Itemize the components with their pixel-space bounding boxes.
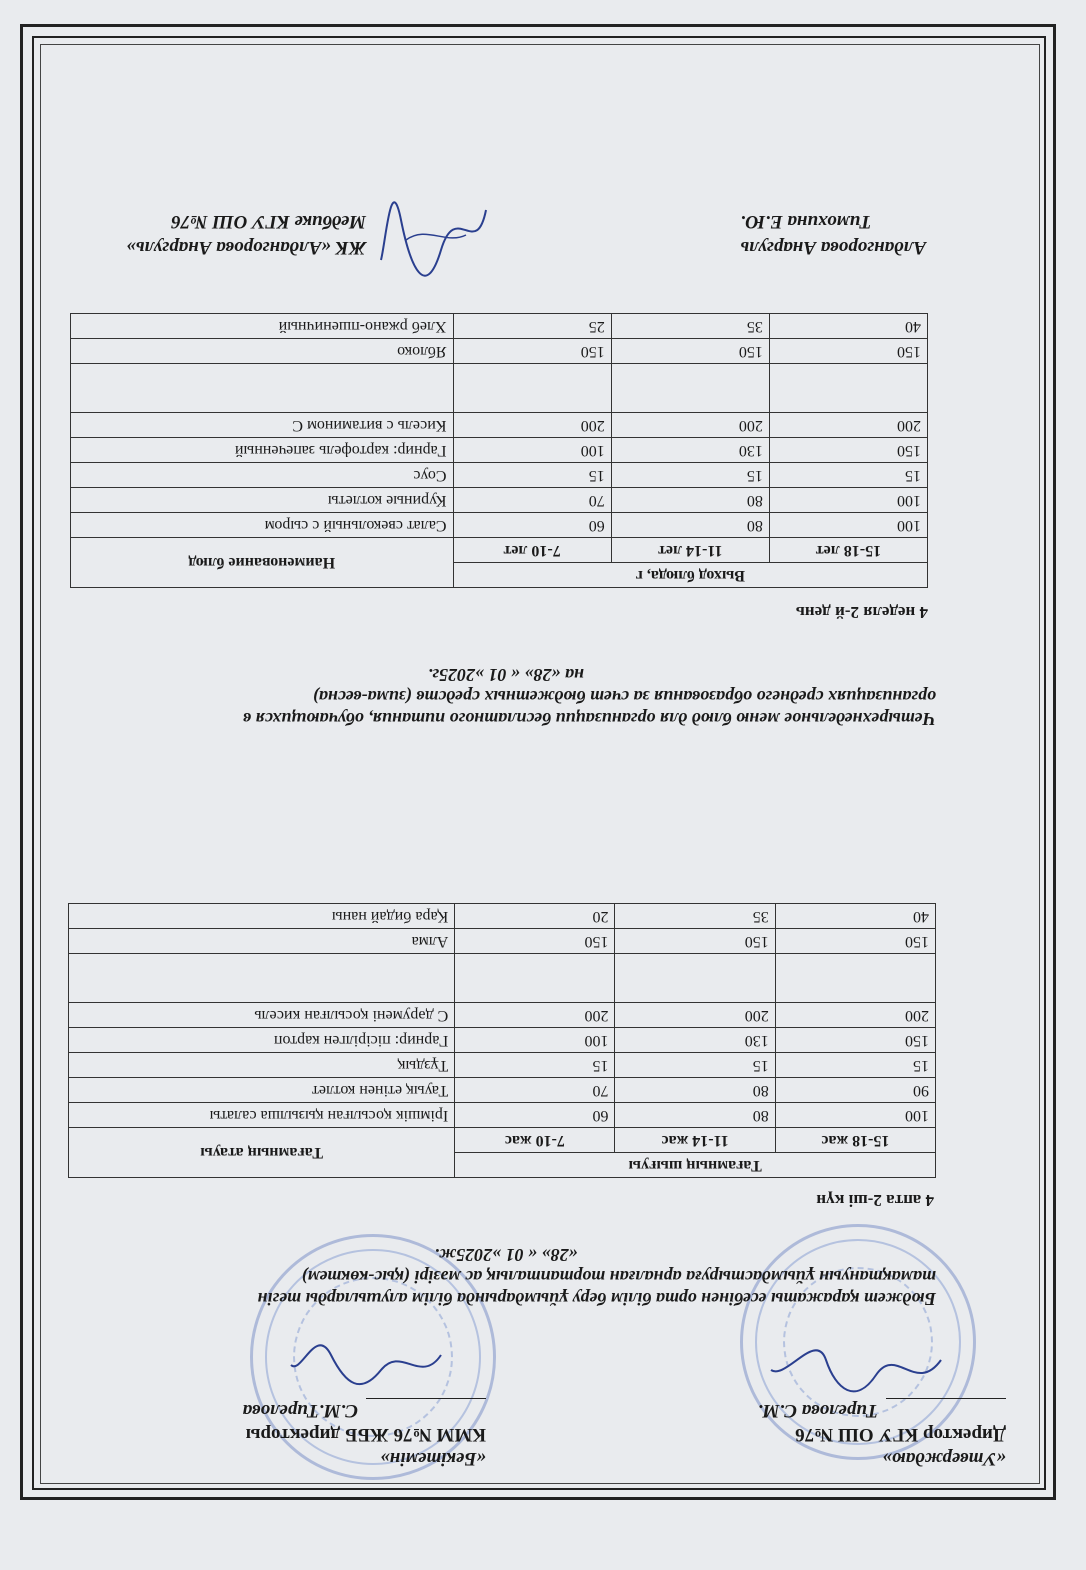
table-row: 90 80 70 Тауық етінен котлет	[69, 1078, 936, 1103]
signature-position: Медбике КГУ ОШ №76	[171, 211, 366, 232]
date-line-ru: на «28» « 01 »2025г.	[428, 665, 584, 685]
day-label-kz: 4 апта 2-ші күн	[816, 1191, 934, 1210]
table-row: 150 150 150 Алма	[69, 929, 936, 954]
table-row: 100 80 70 Куриные котлеты	[71, 488, 928, 513]
signature-name-1: Алдангорова Анаргуль	[740, 237, 926, 258]
age-header: 11-14 жас	[615, 1128, 775, 1153]
table-row: 15 15 15 Тұздық	[69, 1053, 936, 1078]
approval-name-kz: С.М.Тирелова	[242, 1400, 358, 1421]
table-row: 200 200 200 Кисель с витамином С	[71, 413, 928, 438]
col-name-header: Тағамның атауы	[69, 1128, 455, 1178]
table-row: 40 35 20 Қара бидай наны	[69, 904, 936, 929]
table-row: 150 130 100 Гарнир: картофель запеченный	[71, 438, 928, 463]
col-output-header: Тағамның шығуы	[455, 1153, 936, 1178]
table-row: 15 15 15 Соус	[71, 463, 928, 488]
age-header: 7-10 жас	[455, 1128, 615, 1153]
menu-table-ru	[70, 313, 928, 588]
day-label-ru: 4 неделя 2-й день	[795, 603, 928, 622]
approval-title: «Утверждаю»	[882, 1448, 1006, 1469]
table-row: 200 200 200 С дәрумені қосылған кисель	[69, 1003, 936, 1028]
signature-name-2: Тимохина Е.Ю.	[740, 211, 872, 232]
age-header-ru: 15-18 лет	[769, 538, 927, 563]
col-output-header-ru: Выход блюда, г	[453, 563, 927, 588]
handwritten-signature-kz	[286, 1340, 446, 1390]
approval-block-kz	[243, 1398, 486, 1470]
signature-company: ЖК «Алдангорова Анаргуль»	[126, 237, 366, 258]
age-header-ru: 11-14 лет	[611, 538, 769, 563]
table-row: 40 35 25 Хлеб ржано-пшеничный	[71, 314, 928, 339]
signature-names-block	[740, 208, 926, 260]
handwritten-signature-nurse	[376, 190, 496, 280]
menu-heading-ru	[76, 664, 936, 730]
approval-title-kz: «Бекітемін»	[380, 1448, 486, 1469]
approval-block-ru	[758, 1398, 1006, 1470]
menu-heading-kz	[76, 1244, 936, 1310]
heading-line-1: Бюджет қаражаты есебінен орта білім беру ұйымдарында білім алушыларды тегін	[257, 1289, 936, 1309]
age-header: 15-18 жас	[775, 1128, 935, 1153]
date-line: «28» « 01 »2025ж.	[434, 1245, 578, 1265]
table-row-empty	[69, 954, 936, 1003]
approval-name: Тирелова С.М.	[757, 1400, 878, 1421]
handwritten-signature	[766, 1340, 946, 1400]
table-row: 100 80 60 Ірімшік қосылған қызылша салаты	[69, 1103, 936, 1128]
age-header-ru: 7-10 лет	[453, 538, 611, 563]
signature-line-kz	[366, 1398, 486, 1399]
heading-line-1-ru: Четырехнедельное меню блюд для организации бесплатного питания, обучающихся в	[243, 709, 936, 729]
menu-table-kz	[68, 903, 936, 1178]
approval-position-kz: КММ №76 ЖББ директоры	[245, 1424, 486, 1445]
table-row: 150 150 150 Яблоко	[71, 339, 928, 364]
heading-line-2-ru: организациях среднего образования за счет бюджетных средств (зима-весна)	[312, 687, 936, 707]
col-name-header-ru: Наименование блюд	[71, 538, 454, 588]
table-row: 100 80 60 Салат свекольный с сыром	[71, 513, 928, 538]
table-row-empty	[71, 364, 928, 413]
table-row: 150 130 100 Гарнир: пісірілген картоп	[69, 1028, 936, 1053]
heading-line-2: тамақтануын ұйымдастыруға арналған тортапталық ас мәзірі (қыс-көктем)	[301, 1267, 936, 1287]
signature-block-nurse	[126, 208, 366, 260]
approval-position: Директор КГУ ОШ №76	[795, 1424, 1006, 1445]
